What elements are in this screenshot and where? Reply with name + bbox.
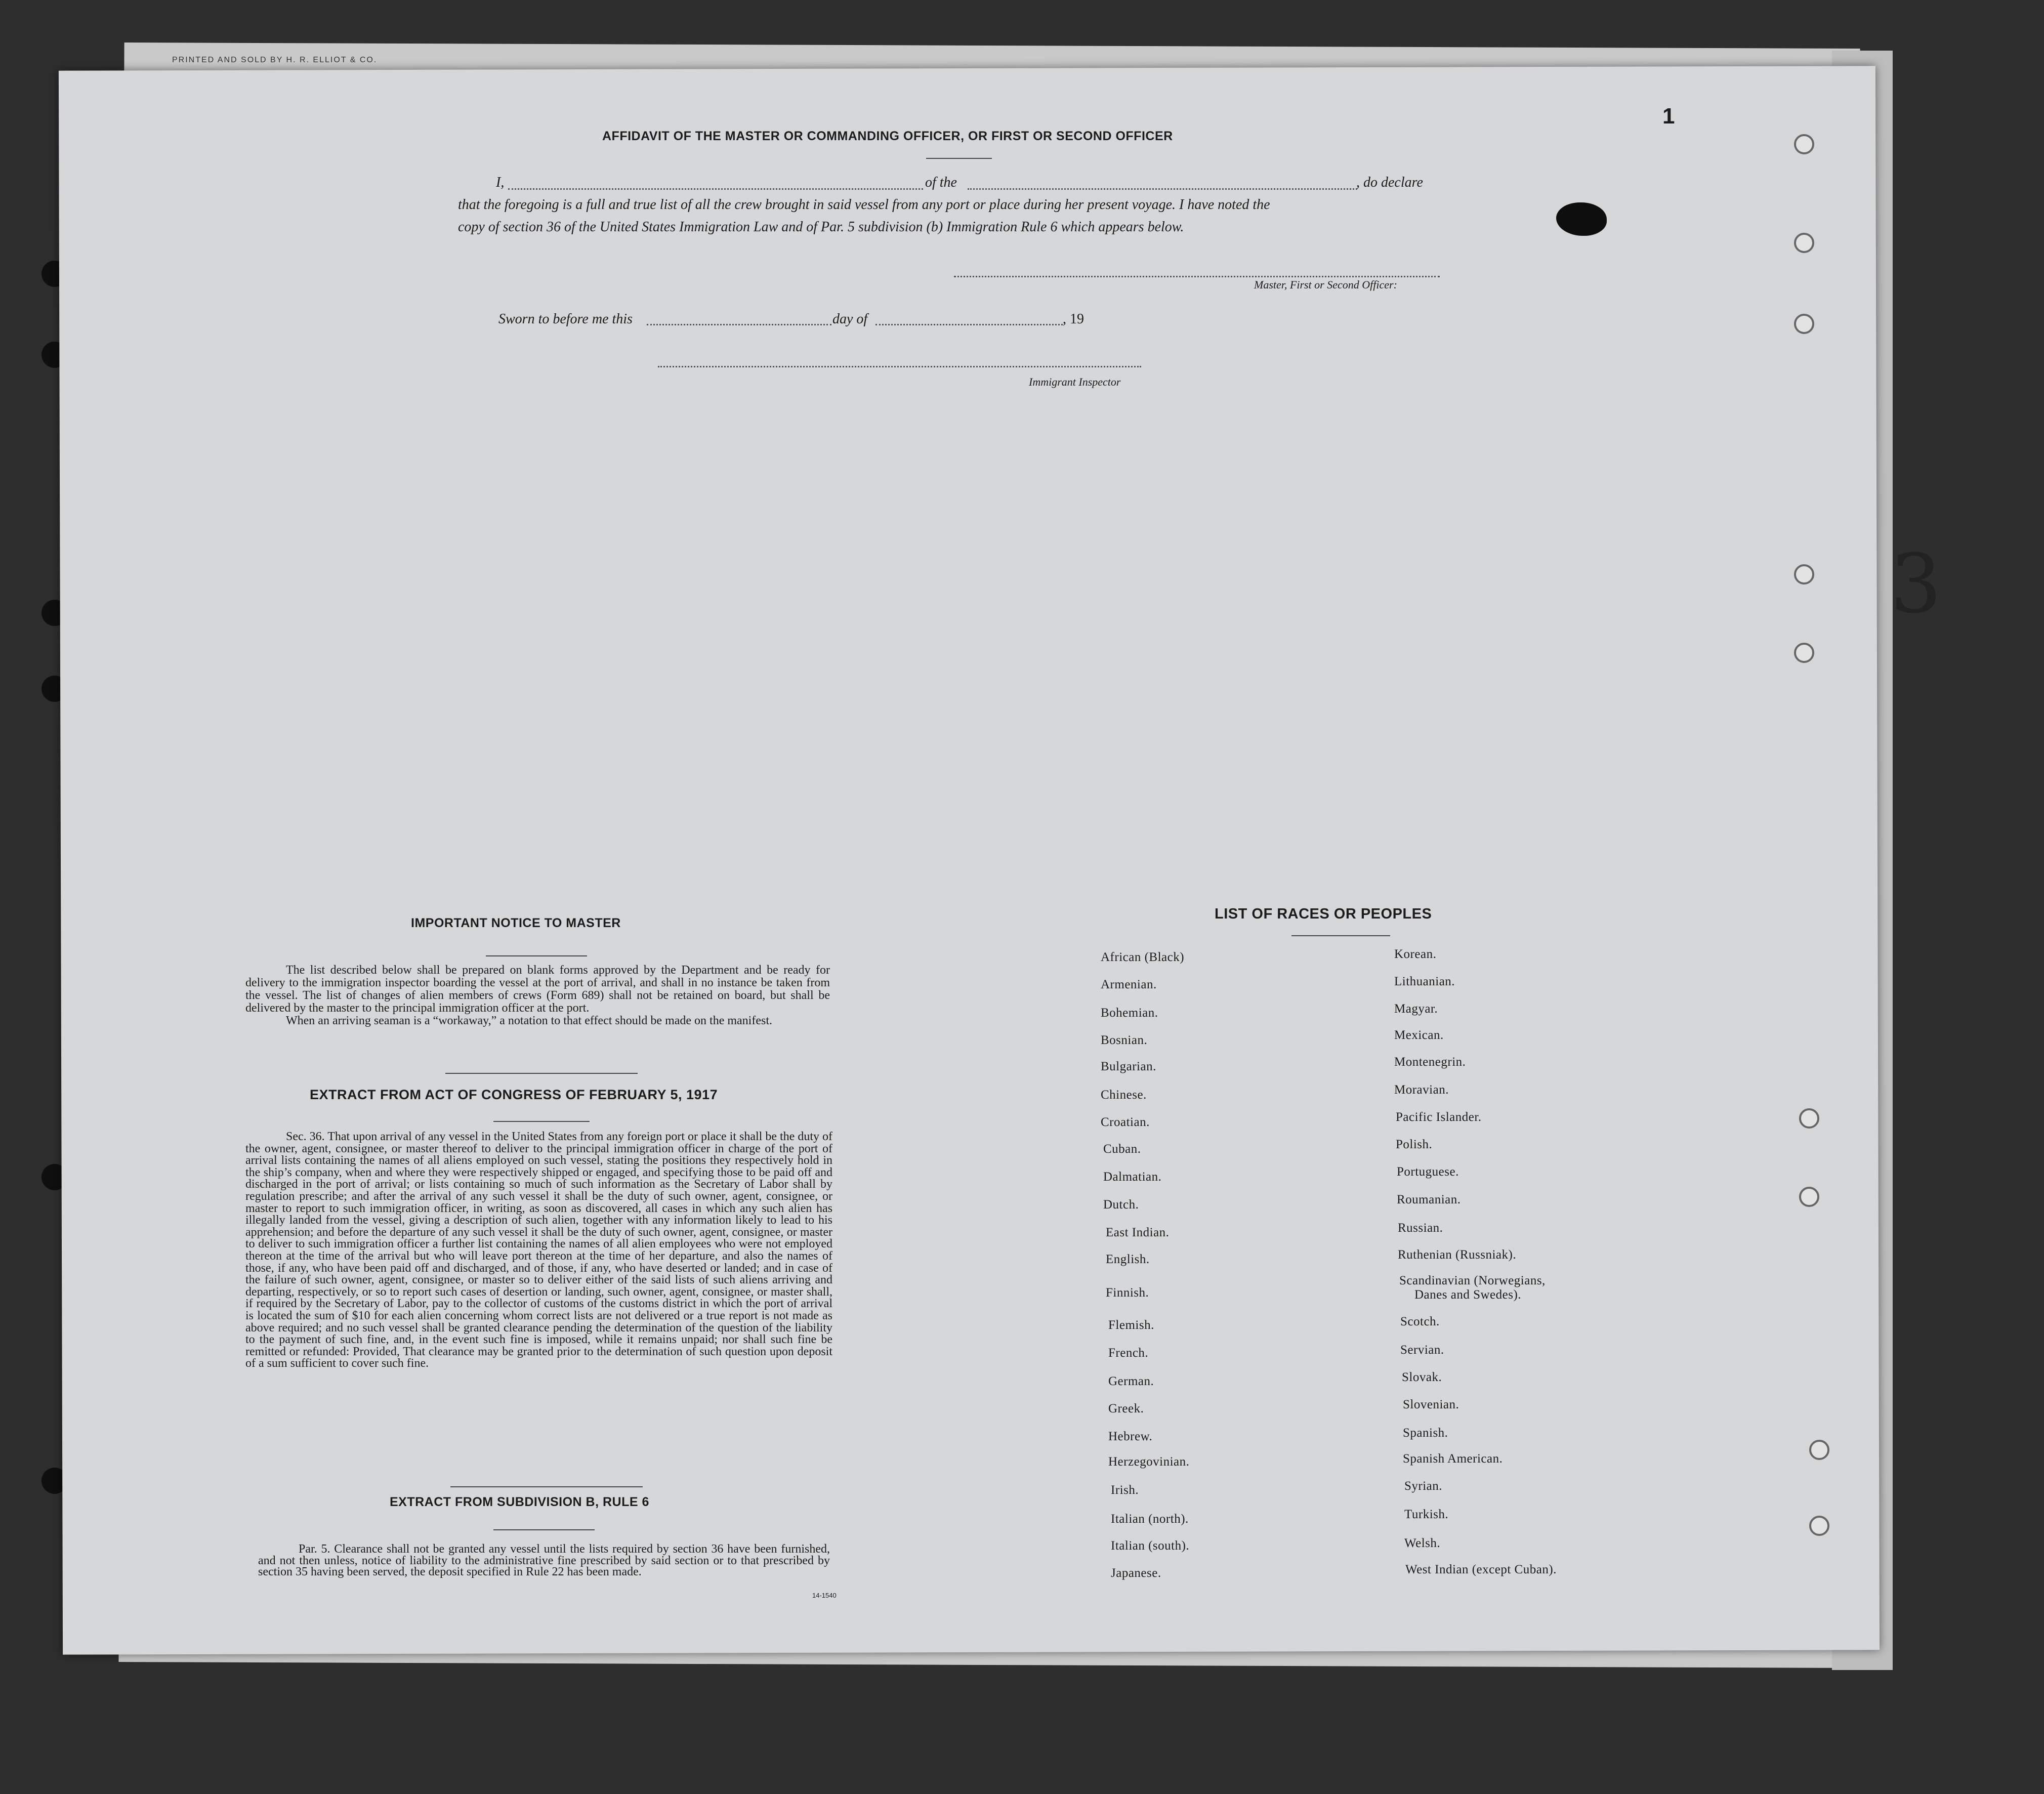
- race-left-item: Finnish.: [1106, 1286, 1149, 1300]
- extract-act-title: EXTRACT FROM ACT OF CONGRESS OF FEBRUARY 5, 1917: [310, 1087, 718, 1102]
- inspector-signature-line[interactable]: [658, 366, 1141, 367]
- race-left-item: Bulgarian.: [1101, 1060, 1156, 1073]
- race-left-item: Italian (north).: [1111, 1512, 1189, 1526]
- divider: [926, 158, 992, 159]
- race-left-item: Hebrew.: [1108, 1430, 1153, 1443]
- race-left-item: Japanese.: [1111, 1566, 1161, 1580]
- race-left-item: East Indian.: [1106, 1226, 1170, 1239]
- race-right-item: Spanish American.: [1403, 1452, 1503, 1466]
- race-left-item: Herzegovinian.: [1108, 1455, 1190, 1469]
- name-blank[interactable]: [508, 188, 923, 190]
- sworn-year: , 19: [1063, 311, 1084, 327]
- extract-rule-body: [258, 1543, 830, 1578]
- race-right-item: Lithuanian.: [1394, 975, 1455, 988]
- race-right-item: Slovenian.: [1403, 1398, 1459, 1411]
- section-36-text: Sec. 36. That upon arrival of any vessel in the United States from any foreign port or place it shall be the duty of the owner, agent, consignee, or master thereof to deliver to the principal immigration officer in charge of the port of arrival lists containing the names of all aliens employed on such vessel, stating the positions they respectively hold in the ship’s company, when and where they were respectively shipped or engaged, and specifying those to be paid off and discharged in the port of arrival; or lists containing so much of such information as the Secretary of Labor shall by regulation prescribe; and after the arrival of any such vessel it shall be the duty of such owner, agent, consignee, or master to report to such immigration officer, in writing, as soon as discovered, all cases in which any such alien has illegally landed from the vessel, giving a description of such alien, together with any information likely to lead to his apprehension; and before the departure of any such vessel it shall be the duty of such owner, agent, consignee, or master to deliver to such immigration officer a further list containing the names of all alien employees who were not employed thereon at the time of the arrival but who will leave port thereon at the time of her departure, and also the names of those, if any, who have been paid off and discharged, and of those, if any, who have deserted or landed; and in case of the failure of such owner, agent, consignee, or master so to deliver either of the said lists of such aliens arriving and departing, respectively, or so to report such cases of desertion or landing, such owner, agent, consignee, or master shall, if required by the Secretary of Labor, pay to the collector of customs of the customs district in which the port of arrival is located the sum of $10 for each alien concerning whom correct lists are not delivered or a true report is not made as above required; and no such vessel shall be granted clearance pending the determination of the question of the liability to the payment of such fine, and, in the event such fine is imposed, while it remains unpaid; nor shall such fine be remitted or refunded: Provided, That clearance may be granted prior to the determination of such question upon deposit of a sum sufficient to cover such fine.: [245, 1130, 832, 1370]
- race-left-item: Cuban.: [1103, 1142, 1141, 1156]
- race-left-item: Irish.: [1111, 1483, 1139, 1497]
- divider: [1291, 935, 1390, 936]
- race-left-item: French.: [1108, 1346, 1149, 1360]
- divider: [450, 1486, 643, 1487]
- notice-title: IMPORTANT NOTICE TO MASTER: [411, 916, 621, 930]
- punch-hole: [1809, 1516, 1829, 1536]
- race-left-item: Dutch.: [1103, 1198, 1139, 1212]
- affidavit-title: AFFIDAVIT OF THE MASTER OR COMMANDING OFFICER, OR FIRST OR SECOND OFFICER: [602, 129, 1173, 143]
- races-title: LIST OF RACES OR PEOPLES: [1215, 906, 1432, 922]
- race-right-item: Korean.: [1394, 947, 1437, 961]
- affidavit-line-1-end: , do declare: [1356, 175, 1423, 190]
- race-right-item: Pacific Islander.: [1396, 1110, 1482, 1124]
- sworn-day-blank[interactable]: [647, 324, 831, 325]
- punch-hole: [1794, 314, 1814, 334]
- punch-hole: [1799, 1108, 1819, 1129]
- form-number: 14-1540: [812, 1592, 837, 1599]
- race-left-item: Flemish.: [1108, 1318, 1154, 1332]
- race-left-item: Bohemian.: [1101, 1006, 1158, 1020]
- par-5-text: Par. 5. Clearance shall not be granted any vessel until the lists required by section 36 have been furnished, and not then unless, notice of liability to the administrative fine prescribed by said section or to that prescribed by section 35 having been served, the deposit specified in Rule 22 has been made.: [258, 1542, 830, 1578]
- race-left-item: Italian (south).: [1111, 1539, 1190, 1553]
- race-right-item: Magyar.: [1394, 1002, 1438, 1016]
- race-right-item: Russian.: [1398, 1221, 1443, 1235]
- affidavit-line-1-start: I,: [496, 175, 505, 190]
- race-left-item: English.: [1106, 1253, 1150, 1266]
- race-right-item: Servian.: [1400, 1343, 1444, 1357]
- race-left-item: Armenian.: [1101, 978, 1157, 991]
- affidavit-line-3: copy of section 36 of the United States Immigration Law and of Par. 5 subdivision (b) Immigration Rule 6 which appears below.: [458, 219, 1184, 235]
- punch-hole: [1794, 233, 1814, 253]
- race-right-item: Roumanian.: [1397, 1193, 1461, 1206]
- race-right-item: Spanish.: [1403, 1426, 1448, 1440]
- sworn-month-blank[interactable]: [875, 324, 1063, 325]
- race-right-item: Scandinavian (Norwegians,: [1399, 1274, 1546, 1287]
- race-left-item: Dalmatian.: [1103, 1170, 1162, 1184]
- sworn-day-of: day of: [832, 311, 868, 327]
- punch-hole: [1799, 1187, 1819, 1207]
- race-right-item: Mexican.: [1394, 1028, 1444, 1042]
- divider: [493, 1529, 595, 1530]
- race-left-item: German.: [1108, 1374, 1154, 1388]
- margin-handwriting: 3: [1890, 536, 1942, 631]
- race-right-item: Welsh.: [1404, 1536, 1441, 1550]
- race-right-item: Ruthenian (Russniak).: [1398, 1248, 1517, 1262]
- punch-hole: [1794, 134, 1814, 154]
- race-right-item: Syrian.: [1404, 1479, 1443, 1493]
- divider: [493, 1121, 590, 1122]
- notice-paragraph-1: The list described below shall be prepared on blank forms approved by the Department and be ready for delivery to the immigration inspector boarding the vessel at the port of arrival, and shall in no instance be taken from the vessel. The list of changes of alien members of crews (Form 689) shall not be retained on board, but shall be delivered by the master to the principal immigration officer at the port.: [245, 964, 830, 1015]
- affidavit-line-2: that the foregoing is a full and true list of all the crew brought in said vessel from any port or place during her present voyage. I have noted the: [458, 197, 1270, 213]
- race-right-item: Moravian.: [1394, 1083, 1449, 1097]
- race-left-item: Greek.: [1108, 1402, 1144, 1415]
- punch-hole: [1794, 564, 1814, 585]
- vessel-blank[interactable]: [968, 188, 1357, 190]
- printer-imprint: PRINTED AND SOLD BY H. R. ELLIOT & CO.: [172, 56, 378, 64]
- manifest-page: [59, 66, 1880, 1654]
- race-right-item: Turkish.: [1404, 1508, 1449, 1521]
- race-left-item: Chinese.: [1101, 1088, 1147, 1102]
- affidavit-line-1-mid: of the: [925, 175, 957, 190]
- punch-hole: [1794, 643, 1814, 663]
- page-number: 1: [1662, 104, 1675, 129]
- race-right-item: Portuguese.: [1397, 1165, 1459, 1179]
- race-right-item: Montenegrin.: [1394, 1055, 1466, 1069]
- race-right-item: West Indian (except Cuban).: [1405, 1563, 1557, 1576]
- notice-body: [245, 964, 830, 1027]
- master-signature-line[interactable]: [954, 276, 1440, 277]
- master-signature-caption: Master, First or Second Officer:: [1254, 278, 1397, 291]
- race-right-item: Danes and Swedes).: [1414, 1288, 1522, 1302]
- race-right-item: Polish.: [1396, 1138, 1433, 1151]
- extract-rule-title: EXTRACT FROM SUBDIVISION B, RULE 6: [390, 1495, 649, 1509]
- extract-act-body: [245, 1131, 832, 1370]
- race-left-item: African (Black): [1101, 950, 1185, 964]
- race-left-item: Croatian.: [1101, 1115, 1150, 1129]
- inspector-caption: Immigrant Inspector: [1029, 376, 1121, 388]
- sworn-text: Sworn to before me this: [498, 311, 633, 327]
- notice-paragraph-2: When an arriving seaman is a “workaway,” a notation to that effect should be made on the manifest.: [286, 1014, 772, 1027]
- punch-hole: [1809, 1440, 1829, 1460]
- divider: [486, 955, 587, 956]
- divider: [445, 1073, 638, 1074]
- race-left-item: Bosnian.: [1101, 1033, 1148, 1047]
- race-right-item: Scotch.: [1400, 1315, 1440, 1328]
- race-right-item: Slovak.: [1402, 1370, 1442, 1384]
